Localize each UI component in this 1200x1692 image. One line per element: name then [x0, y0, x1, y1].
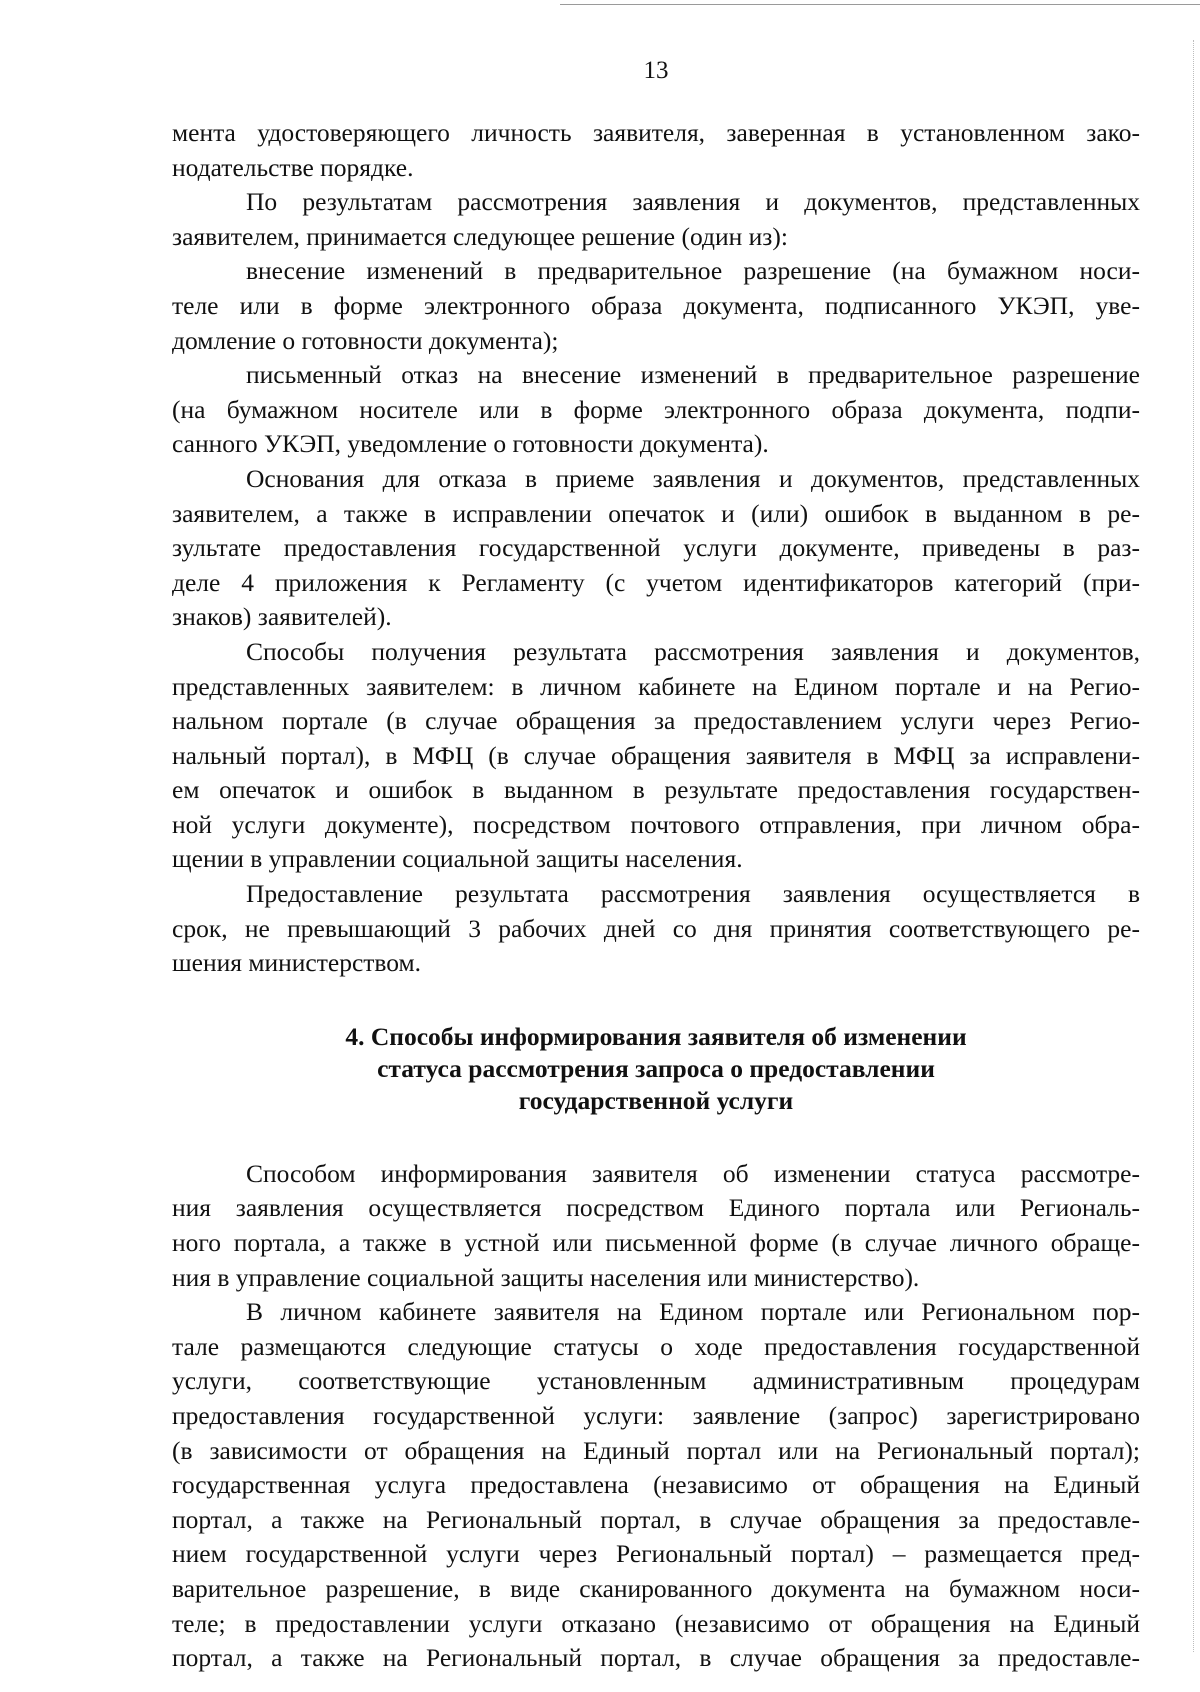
paragraph-line: деле 4 приложения к Регламенту (с учетом идентификаторов категорий (при- [172, 567, 1140, 597]
paragraph-line: знаков) заявителей). [172, 602, 392, 632]
paragraph-line: представленных заявителем: в личном кабинете на Едином портале и на Регио- [172, 671, 1140, 701]
body-section-bottom [172, 1157, 1140, 1676]
scan-edge-line [560, 4, 1200, 5]
paragraph-line: (на бумажном носителе или в форме электронного образа документа, подпи- [172, 394, 1140, 424]
paragraph-line: нием государственной услуги через Региональный портал) – размещается пред- [172, 1539, 1140, 1569]
paragraph-line: предоставления государственной услуги: заявление (запрос) зарегистрировано [172, 1401, 1140, 1430]
section-heading [172, 1021, 1140, 1117]
paragraph-line: По результатам рассмотрения заявления и документов, представленных [246, 187, 1140, 217]
paragraph-line: заявителем, принимается следующее решение (один из): [172, 221, 788, 251]
paragraph-line: портал, а также на Региональный портал, в случае обращения за предоставле- [172, 1643, 1140, 1673]
paragraph [172, 877, 1140, 981]
paragraph-line: нодательстве порядке. [172, 152, 414, 182]
paragraph-line: зультате предоставления государственной услуги документе, приведены в раз- [172, 533, 1140, 563]
paragraph-line: ем опечаток и ошибок в выданном в результате предоставления государствен- [172, 775, 1140, 805]
paragraph [172, 462, 1140, 635]
paragraph-line: портал, а также на Региональный портал, в случае обращения за предоставле- [172, 1504, 1140, 1534]
paragraph [172, 185, 1140, 254]
paragraph-line: ного портала, а также в устной или письменной форме (в случае личного обраще- [172, 1228, 1140, 1258]
paragraph-line: ния в управление социальной защиты населения или министерство). [172, 1262, 920, 1292]
paragraph-line: Способы получения результата рассмотрения заявления и документов, [246, 636, 1140, 666]
paragraph-line: щении в управлении социальной защиты населения. [172, 844, 743, 874]
paragraph-line: (в зависимости от обращения на Единый портал или на Региональный портал); [172, 1435, 1140, 1465]
paragraph-line: срок, не превышающий 3 рабочих дней со дня принятия соответствующего ре- [172, 913, 1140, 943]
page-number: 13 [643, 57, 669, 84]
paragraph-line: тале размещаются следующие статусы о ходе предоставления государственной [172, 1331, 1140, 1361]
paragraph [172, 254, 1140, 358]
paragraph-line: заявителем, а также в исправлении опечаток и (или) ошибок в выданном в ре- [172, 498, 1140, 528]
paragraph-line: санного УКЭП, уведомление о готовности документа). [172, 429, 769, 459]
paragraph [172, 635, 1140, 877]
paragraph-line: Основания для отказа в приеме заявления и документов, представленных [246, 463, 1140, 493]
document-body [172, 116, 1140, 1676]
paragraph [172, 1157, 1140, 1295]
section-heading-line: государственной услуги [518, 1085, 794, 1115]
paragraph-line: домление о готовности документа); [172, 325, 559, 355]
paragraph [172, 1295, 1140, 1676]
paragraph [172, 116, 1140, 185]
scan-edge-dots [1193, 40, 1194, 1652]
paragraph-line: мента удостоверяющего личность заявителя, заверенная в установленном зако- [172, 118, 1140, 147]
paragraph-line: В личном кабинете заявителя на Едином портале или Региональном пор- [246, 1297, 1140, 1327]
paragraph-line: варительное разрешение, в виде сканированного документа на бумажном носи- [172, 1573, 1140, 1603]
paragraph-line: письменный отказ на внесение изменений в предварительное разрешение [246, 360, 1140, 390]
paragraph-line: теле; в предоставлении услуги отказано (независимо от обращения на Единый [172, 1608, 1140, 1638]
section-heading-line: статуса рассмотрения запроса о предоставлении [377, 1053, 935, 1083]
paragraph-line: Предоставление результата рассмотрения заявления осуществляется в [246, 879, 1140, 909]
body-section-top [172, 116, 1140, 981]
paragraph-line: Способом информирования заявителя об изменении статуса рассмотре- [246, 1158, 1140, 1188]
paragraph-line: нальный портал), в МФЦ (в случае обращения заявителя в МФЦ за исправлени- [172, 740, 1140, 770]
paragraph-line: услуги, соответствующие установленным административным процедурам [172, 1366, 1140, 1396]
paragraph-line: теле или в форме электронного образа документа, подписанного УКЭП, уве- [172, 290, 1140, 320]
paragraph-line: внесение изменений в предварительное разрешение (на бумажном носи- [246, 256, 1140, 286]
section-heading-line: 4. Способы информирования заявителя об изменении [345, 1021, 967, 1051]
paragraph-line: шения министерством. [172, 948, 422, 978]
paragraph-line: ной услуги документе), посредством почтового отправления, при личном обра- [172, 809, 1140, 839]
paragraph [172, 358, 1140, 462]
paragraph-line: нальном портале (в случае обращения за предоставлением услуги через Регио- [172, 706, 1140, 736]
paragraph-line: ния заявления осуществляется посредством Единого портала или Региональ- [172, 1193, 1140, 1223]
paragraph-line: государственная услуга предоставлена (независимо от обращения на Единый [172, 1470, 1140, 1500]
